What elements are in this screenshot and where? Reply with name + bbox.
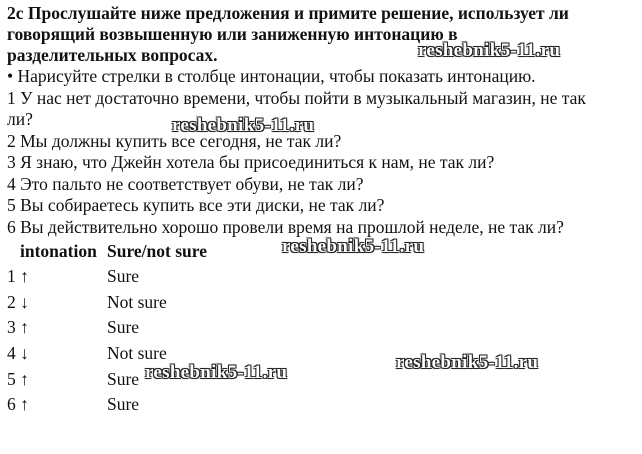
row-2-intonation: 2 ↓ xyxy=(7,292,29,312)
row-1-answer: Sure xyxy=(107,266,140,286)
header-sure-not-sure: Sure/not sure xyxy=(107,241,207,261)
sentence-2: 2 Мы должны купить все сегодня, не так ли? xyxy=(7,131,342,151)
watermark: reshebnik5-11.ru xyxy=(145,362,288,383)
sentence-6: 6 Вы действительно хорошо провели время на прошлой неделе, не так ли? xyxy=(7,217,564,237)
row-3-intonation: 3 ↑ xyxy=(7,317,29,337)
watermark: reshebnik5-11.ru xyxy=(172,115,315,136)
watermark: reshebnik5-11.ru xyxy=(396,352,539,373)
sentence-5: 5 Вы собираетесь купить все эти диски, не так ли? xyxy=(7,195,385,215)
watermark: reshebnik5-11.ru xyxy=(282,236,425,257)
row-1-intonation: 1 ↑ xyxy=(7,266,29,286)
row-4-answer: Not sure xyxy=(107,343,167,363)
row-5-answer: Sure xyxy=(107,369,140,389)
sentence-1-continued: ли? xyxy=(7,109,33,129)
row-6-intonation: 6 ↑ xyxy=(7,394,29,414)
sentence-4: 4 Это пальто не соответствует обуви, не так ли? xyxy=(7,174,364,194)
watermark: reshebnik5-11.ru xyxy=(418,40,561,61)
sentence-3: 3 Я знаю, что Джейн хотела бы присоединиться к нам, не так ли? xyxy=(7,152,495,172)
row-2-answer: Not sure xyxy=(107,292,167,312)
header-intonation: intonation xyxy=(20,241,97,261)
heading-line-3: разделительных вопросах. xyxy=(7,45,218,65)
row-4-intonation: 4 ↓ xyxy=(7,343,29,363)
row-6-answer: Sure xyxy=(107,394,140,414)
instruction-text: • Нарисуйте стрелки в столбце интонации, чтобы показать интонацию. xyxy=(7,66,536,86)
heading-line-1: 2c Прослушайте ниже предложения и примите решение, использует ли xyxy=(7,3,569,23)
heading-line-2: говорящий возвышенную или заниженную интонацию в xyxy=(7,24,458,44)
row-5-intonation: 5 ↑ xyxy=(7,369,29,389)
sentence-1: 1 У нас нет достаточно времени, чтобы пойти в музыкальный магазин, не так xyxy=(7,88,586,108)
row-3-answer: Sure xyxy=(107,317,140,337)
